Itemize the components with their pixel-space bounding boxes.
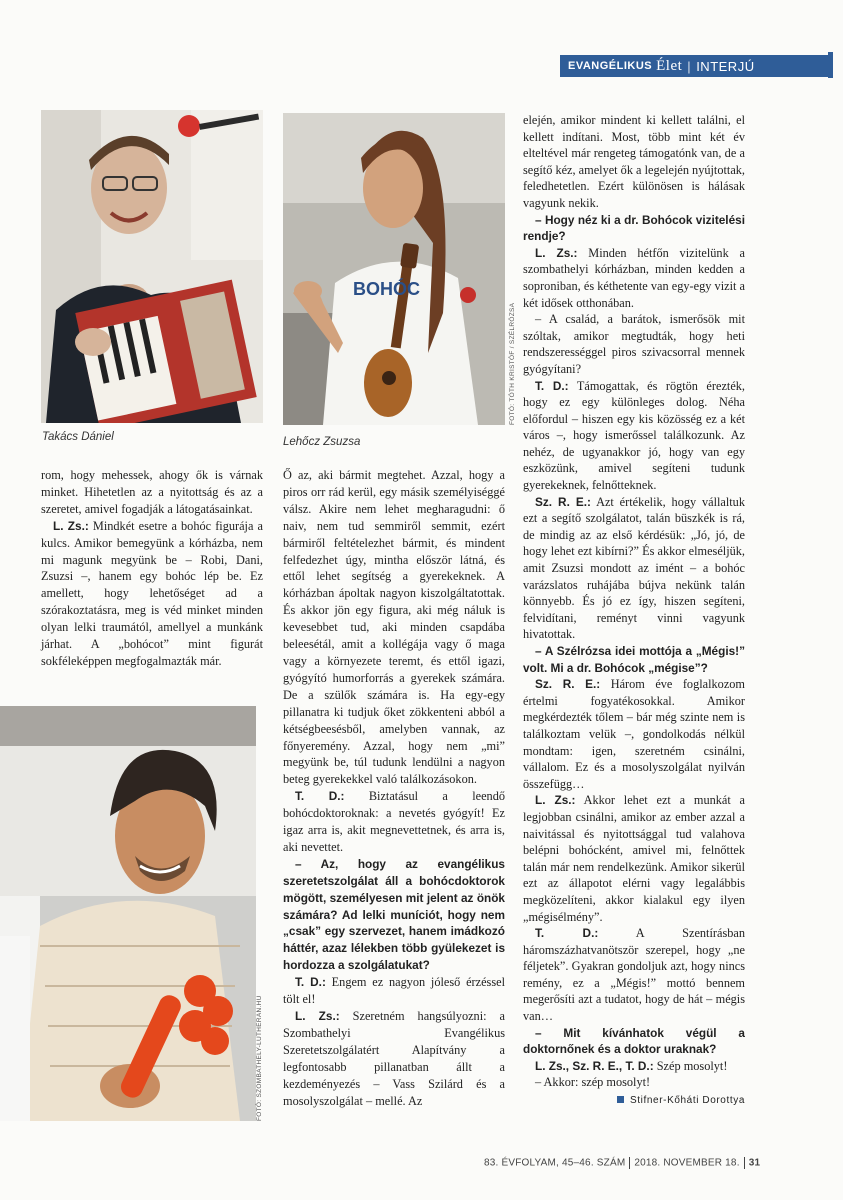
question: – Mit kívánhatok végül a doktornőnek és a doktor uraknak? (523, 1025, 745, 1057)
speaker: T. D.: (295, 975, 326, 990)
paragraph-text: Engem ez nagyon jóleső érzéssel tölt el! (283, 975, 505, 1007)
paragraph-text: Akkor lehet ezt a munkát a legjobban csinálni, amikor az ember azzal a naivitással és nyitottsággal tud valahova belépni bohócként, amivel mi, felnőttek talán már nem rendelkezünk. Amikor sikerül ezt az állapotot elérni vagy legalábbis megközelíteni, akkor kialakul egy ilyen „mégisélmény”. (523, 793, 746, 924)
paragraph (283, 1008, 505, 1109)
paragraph-text: Minden hétfőn vizitelünk a szombathelyi kórházban, minden kedden a soproniban, és kéthetente van egy-egy vizit a két idősek otthonában. (523, 245, 745, 310)
footer-divider (744, 1157, 745, 1169)
paragraph (523, 676, 745, 792)
speaker: T. D.: (295, 789, 345, 804)
author-square-icon (617, 1096, 624, 1103)
question: – A Szélrózsa idei mottója a „Mégis!” volt. Mi a dr. Bohócok „mégise”? (523, 644, 745, 675)
page-number: 31 (748, 1157, 761, 1169)
paragraph-text: Azt értékelik, hogy vállaltuk ezt a segítő szolgálatot, talán büszkék is rá, de mindig az az első kérdésük: „Jó, jó, de hogy lehet ezt kibírni?” És akkor elmeséljük, amit Zsuzsi mondott az imént – a bohóc varázslatos ruhájába bújva nekünk talán könnyebb. És jó ez így, hiszen segíteni, felvidítani, reményt vinni vagyunk hivatottak. (523, 494, 745, 642)
speaker: L. Zs.: (535, 245, 578, 260)
paragraph-text: Biztatásul a leendő bohócdoktoroknak: a nevetés gyógyít! Ez igaz arra is, akit megnevettetnek, és arra is, aki nevettet. (283, 789, 505, 854)
question: – Az, hogy az evangélikus szeretetszolgálat áll a bohócdoktorok mögött, személyesen mit jelent az önök számára? Ad lelki muníciót, hogy nem „csak” egy szervezet, hanem imádkozó háttér, azaz lélekben több gyülekezet is hordozza a szolgálatukat? (283, 856, 505, 973)
header-separator: | (687, 58, 692, 74)
paragraph (283, 788, 505, 856)
footer-volume: 83. ÉVFOLYAM, 45–46. SZÁM (484, 1157, 626, 1169)
paragraph: – Akkor: szép mosolyt! (535, 1075, 651, 1090)
paragraph (283, 974, 505, 1008)
paragraph-text: Három éve foglalkozom értelmi fogyatékosokkal. Amikor megkérdezték tőlem – bár még szinte nem is találkoztam velük –, gondolkodás nélkül mondtam: igen, szeretném csinálni, vállalom. Ez és a mosolyszolgálat nyilván összefügg… (523, 677, 745, 791)
paragraph (523, 792, 745, 925)
photo-lehocz-zsuzsa (283, 113, 505, 425)
speaker: L. Zs.: (295, 1009, 340, 1023)
paragraph-text: Mindkét esetre a bohóc figurája a kulcs. Amikor bemegyünk a kórházba, nem mi magunk megyünk be – Robi, Dani, Zsuzsi –, hanem egy bohóc lép be. Ez amellett, hogy lehetőséget ad a szórakoztatásra, meg is véd minket minden olyan lelki traumától, amellyel a munkánk járhat. A „bohócot” mint figurát sokféleképpen megfogalmazták már. (41, 518, 263, 668)
paragraph (523, 378, 745, 494)
question: – Hogy néz ki a dr. Bohócok vizitelési rendje? (523, 212, 745, 244)
text-column-2 (283, 467, 505, 1109)
speaker: L. Zs., Sz. R. E., T. D.: (535, 1058, 654, 1073)
photo-credit-3: FOTÓ: SZOMBATHELY-LUTHERAN.HU (256, 995, 263, 1121)
speaker: Sz. R. E.: (535, 677, 601, 692)
paragraph-text: Támogattak, és rögtön érezték, hogy ez egy különleges dolog. Néha előfordul – hiszen egy kis közösség ez a két város –, hogy ismerőssel találkozunk. Az nehéz, de ugyanakkor jó, hogy van egy eszközünk, amivel segíteni tudunk gyerekeknek, felnőtteknek. (523, 378, 745, 493)
paragraph: – A család, a barátok, ismerősök mit szóltak, amikor megtudták, hogy heti rendszerességgel piros szivacsorral mennek gyógyítani? (523, 312, 745, 376)
caption-photo2: Lehőcz Zsuzsa (283, 436, 361, 448)
paragraph: Ő az, aki bármit megtehet. Azzal, hogy a piros orr rád kerül, egy másik személyiséggé válsz. Akire nem lehet megharagudni: ő naiv, nem tud semmiről semmit, ezért bármiről feltételezhet bármit, és mindent felfedezhet úgy, mintha először látná, és ettől lehet segítség a gyerekeknek. A kórházban ápoltak nagyon kiszolgáltatottak. És akkor jön egy figura, aki még náluk is kevesebbet tud, aki minden csapdába beleesétál, amit a kollégája vagy ő maga vagy a környezete teremt, és ettől igazi, gyógyító humorforrás a gyerekek számára. De a szülők számára is. Ha egy-egy pillanatra ki tudjuk őket zökkenteni abból a kétségbeesésből, amelyben vannak, az főnyeremény. Azzal, hogy nem „mi” megyünk be, túl tudunk lendülni a nagyon beteg gyerekekkel való találkozásokon. (283, 468, 505, 787)
paragraph (523, 1058, 745, 1075)
paragraph: rom, hogy mehessek, ahogy ők is várnak minket. Hihetetlen az a nyitottság és az a szeretet, amivel fogadják a látogatásainkat. (41, 468, 263, 516)
author-name: Stifner-Kőháti Dorottya (630, 1095, 745, 1107)
paragraph: elején, amikor mindent ki kellett találni, el kellett indítani. Most, több mint két év elteltével már rengeteg támogatónk van, de a segítő kéz, amelyet ők a legelején nyújtottak, feledhetetlen. Ezért különösen is hálásak vagyunk nekik. (523, 113, 745, 210)
paragraph-text: Szeretném hangsúlyozni: a Szombathelyi Evangélikus Szeretetszolgálatért Alapítvány a legfontosabb pillanatban állt a kezdeményezés – Vass Szilárd és a mosolyszolgálat – mellé. Az (283, 1009, 505, 1108)
speaker: T. D.: (535, 926, 599, 941)
paragraph (523, 925, 745, 1025)
author-byline (523, 1093, 745, 1110)
paragraph (41, 518, 263, 670)
text-column-1 (41, 467, 263, 670)
speaker: T. D.: (535, 378, 569, 393)
text-column-3 (523, 112, 745, 1110)
footer-date: 2018. NOVEMBER 18. (634, 1157, 740, 1169)
paragraph-text: A Szentírásban háromszázhatvanötször szerepel, hogy „ne féljetek”. Gyakran gondoljuk azt, hogy nincs remény, ez a „Mégis!” mottó bennem megerősíti azt a tudatot, hogy de hát – mégis van… (523, 926, 745, 1024)
magazine-name: EVANGÉLIKUS (568, 60, 653, 72)
magazine-name-elet: Élet (656, 57, 683, 74)
shirt-text: BOHÓC (353, 279, 420, 299)
section-name: INTERJÚ (696, 58, 755, 74)
paragraph-text: Szép mosolyt! (653, 1058, 728, 1073)
photo-credit-2: FOTÓ: TÓTH KRISTÓF / SZÉLRÓZSA (509, 302, 516, 425)
speaker: L. Zs.: (53, 518, 89, 533)
paragraph (523, 245, 745, 311)
photo-takacs-daniel (41, 110, 263, 423)
edge-accent (828, 52, 833, 78)
photo-clown-balloon (0, 706, 256, 1121)
speaker: L. Zs.: (535, 793, 576, 808)
footer-divider (629, 1157, 630, 1169)
paragraph (523, 494, 745, 643)
page-footer (484, 1157, 760, 1169)
section-header (560, 55, 828, 77)
speaker: Sz. R. E.: (535, 494, 591, 509)
caption-photo1: Takács Dániel (42, 431, 114, 443)
